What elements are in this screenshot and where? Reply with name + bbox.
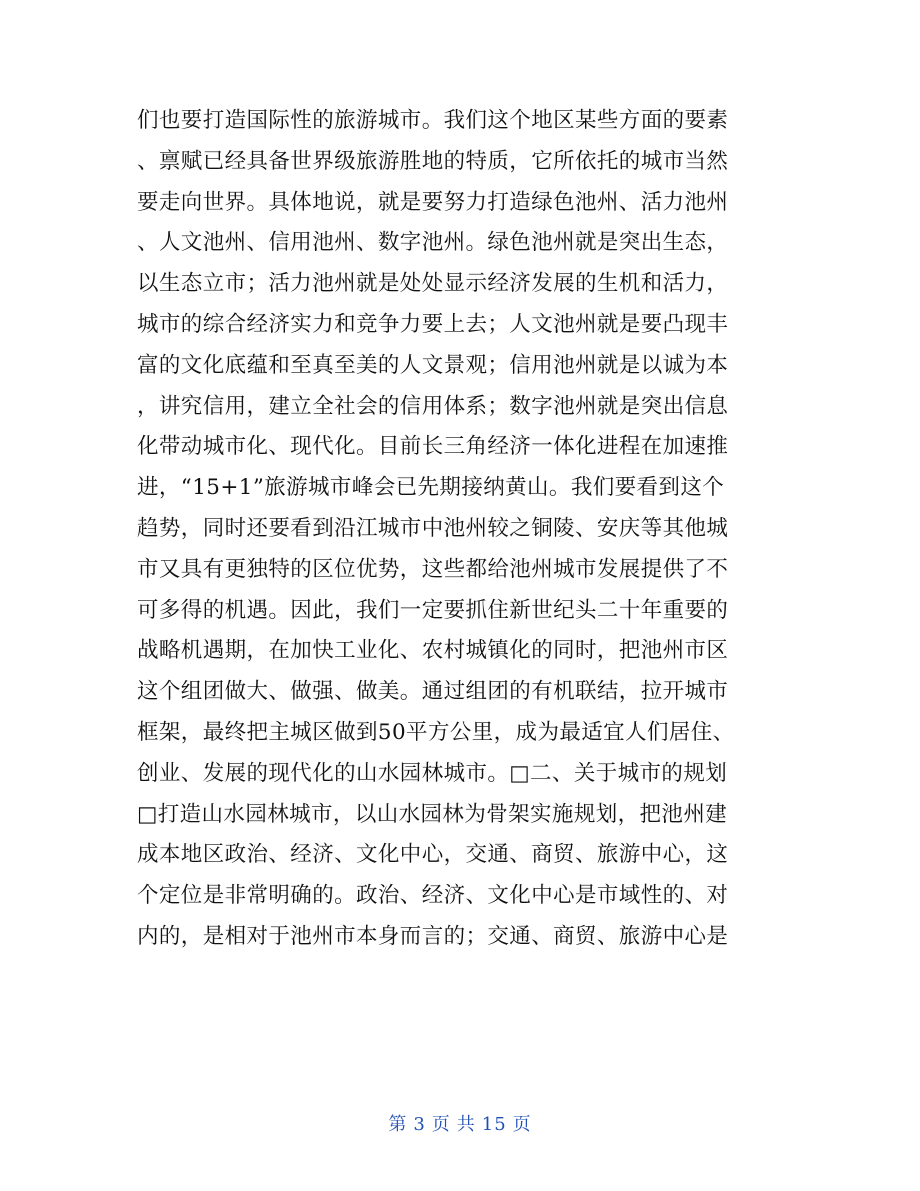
text-line: 化带动城市化、现代化。目前长三角经济一体化进程在加速推 xyxy=(137,434,729,460)
text-line: 趋势，同时还要看到沿江城市中池州较之铜陵、安庆等其他城 xyxy=(137,515,729,541)
footer-prefix: 第 xyxy=(388,1114,408,1135)
text-line: 城市的综合经济实力和竞争力要上去；人文池州就是要凸现丰 xyxy=(137,311,729,337)
text-line: 框架，最终把主城区做到50平方公里，成为最适宜人们居住、 xyxy=(137,719,735,745)
text-line: 市又具有更独特的区位优势，这些都给池州城市发展提供了不 xyxy=(137,556,729,582)
text-line: 进，“15+1”旅游城市峰会已先期接纳黄山。我们要看到这个 xyxy=(137,475,725,501)
text-line: 成本地区政治、经济、文化中心，交通、商贸、旅游中心，这 xyxy=(137,842,729,868)
text-line: 要走向世界。具体地说，就是要努力打造绿色池州、活力池州 xyxy=(137,189,729,215)
text-line: 、禀赋已经具备世界级旅游胜地的特质，它所依托的城市当然 xyxy=(137,148,729,174)
text-line: 个定位是非常明确的。政治、经济、文化中心是市域性的、对 xyxy=(137,883,729,909)
body-text xyxy=(137,101,797,958)
text-line: 可多得的机遇。因此，我们一定要抓住新世纪头二十年重要的 xyxy=(137,597,729,623)
text-line: 内的，是相对于池州市本身而言的；交通、商贸、旅游中心是 xyxy=(137,923,729,949)
text-line: 战略机遇期，在加快工业化、农村城镇化的同时，把池州市区 xyxy=(137,638,729,664)
text-line: 以生态立市；活力池州就是处处显示经济发展的生机和活力， xyxy=(137,271,729,297)
current-page-number: 3 xyxy=(413,1114,426,1135)
footer-page-end-label: 页 xyxy=(512,1114,532,1135)
text-line: ，讲究信用，建立全社会的信用体系；数字池州就是突出信息 xyxy=(137,393,729,419)
footer-page-label: 页 xyxy=(431,1114,451,1135)
total-pages-number: 15 xyxy=(481,1114,507,1135)
text-line: 富的文化底蕴和至真至美的人文景观；信用池州就是以诚为本 xyxy=(137,352,729,378)
page-number-footer xyxy=(0,1110,920,1136)
text-line: 们也要打造国际性的旅游城市。我们这个地区某些方面的要素 xyxy=(137,108,729,133)
text-line: □打造山水园林城市，以山水园林为骨架实施规划，把池州建 xyxy=(137,801,728,827)
text-line: 这个组团做大、做强、做美。通过组团的有机联结，拉开城市 xyxy=(137,679,729,705)
text-line: 、人文池州、信用池州、数字池州。绿色池州就是突出生态， xyxy=(137,230,729,256)
footer-total-label: 共 xyxy=(456,1114,476,1135)
text-line: 创业、发展的现代化的山水园林城市。□二、关于城市的规划 xyxy=(137,760,728,786)
